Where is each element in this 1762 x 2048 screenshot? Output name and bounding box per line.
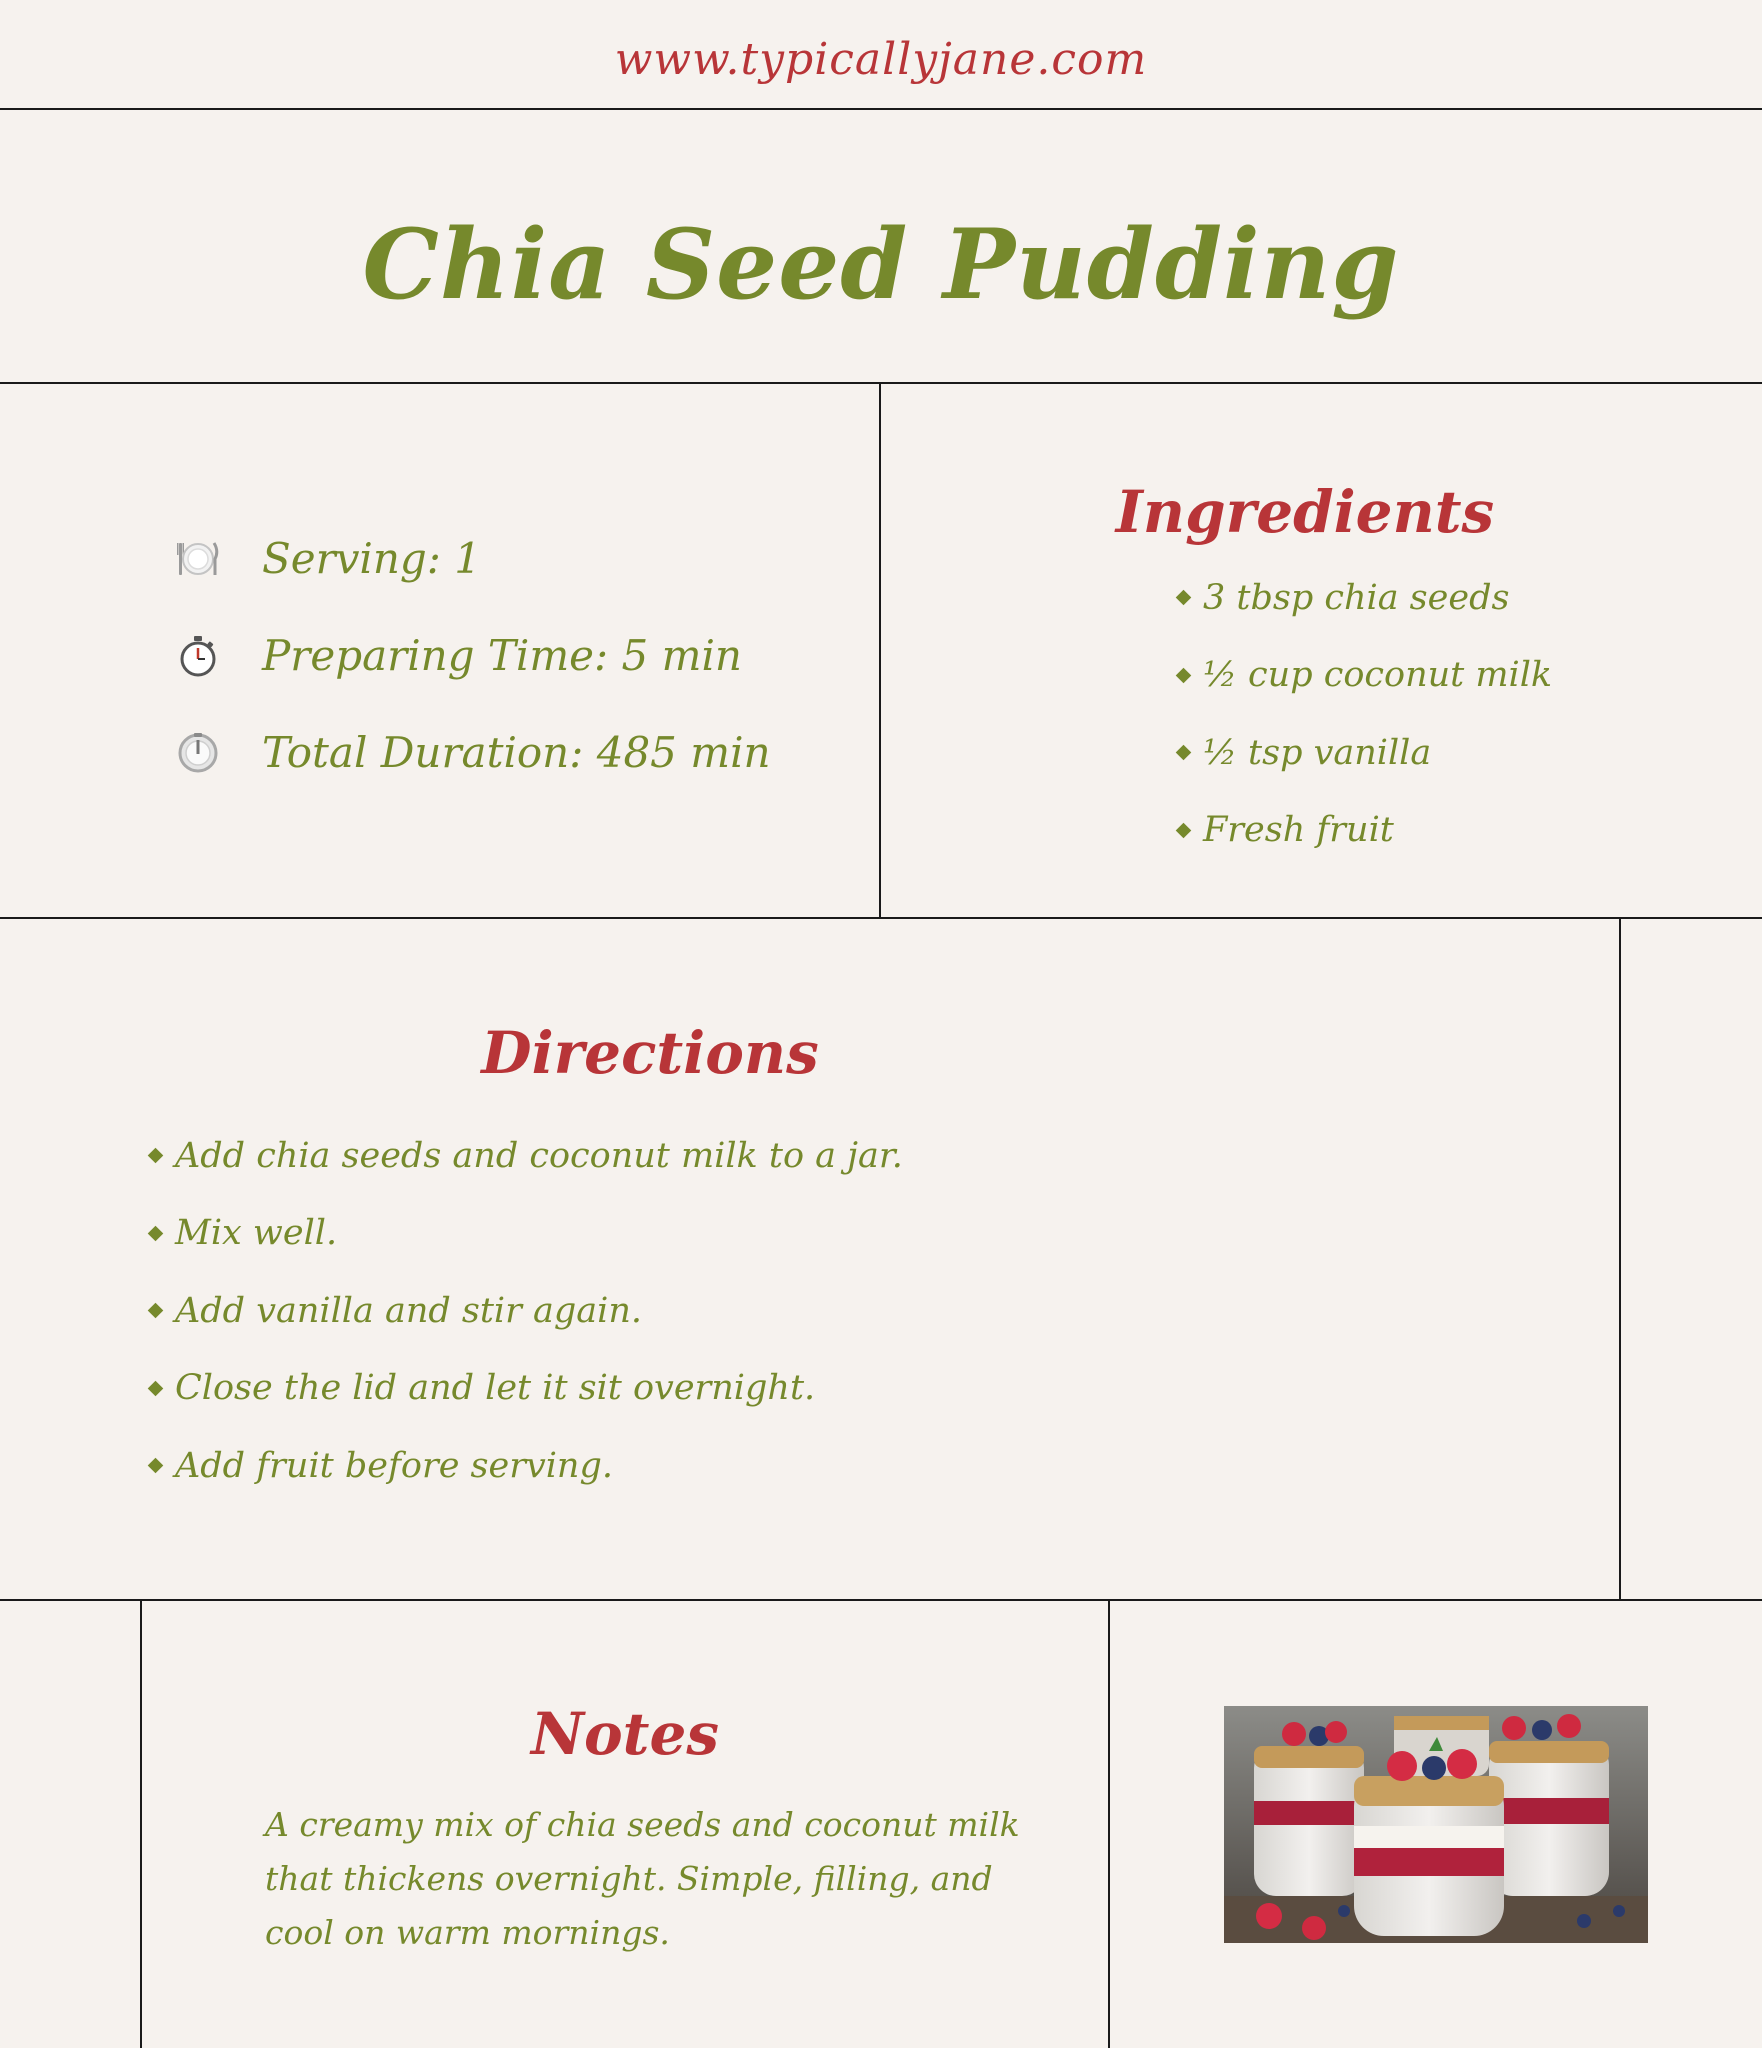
page-title: Chia Seed Pudding [362,208,1400,321]
bullet-icon [1176,590,1192,606]
meta-serving [174,510,771,607]
meta-total-duration-text: Total Duration: 485 min [262,728,771,777]
divider-meta-ingredients [879,382,881,918]
ingredients-heading: Ingredients [1115,478,1495,546]
list-item: Mix well. [150,1195,903,1273]
list-item: 3 tbsp chia seeds [1178,559,1552,637]
divider-directions [0,1599,1762,1601]
meta-prep-time-text: Preparing Time: 5 min [262,631,742,680]
directions-list [150,1117,903,1505]
bullet-icon [148,1225,164,1241]
list-item: ½ tsp vanilla [1178,714,1552,792]
divider-info [0,917,1762,919]
stopwatch-icon [174,632,222,680]
divider-notes-left [140,1599,142,2048]
notes-heading: Notes [530,1700,720,1768]
bullet-icon [148,1303,164,1319]
meta-serving-text: Serving: 1 [262,534,482,583]
bullet-icon [148,1380,164,1396]
list-item: Add chia seeds and coconut milk to a jar. [150,1117,903,1195]
plate-cutlery-icon [174,535,222,583]
bullet-icon [1176,822,1192,838]
list-item: Add vanilla and stir again. [150,1272,903,1350]
timer-icon [174,729,222,777]
bullet-icon [148,1148,164,1164]
divider-title [0,382,1762,384]
bullet-icon [148,1458,164,1474]
divider-header [0,108,1762,110]
recipe-meta [174,510,771,801]
list-item: Add fruit before serving. [150,1427,903,1505]
pudding-photo [1224,1706,1648,1943]
meta-total-duration [174,704,771,801]
meta-prep-time [174,607,771,704]
divider-directions-right [1619,917,1621,1600]
list-item: ½ cup coconut milk [1178,637,1552,715]
list-item: Close the lid and let it sit overnight. [150,1350,903,1428]
divider-notes-right [1108,1599,1110,2048]
bullet-icon [1176,745,1192,761]
site-url[interactable]: www.typicallyjane.com [614,34,1148,85]
ingredients-list [1178,559,1552,869]
notes-text: A creamy mix of chia seeds and coconut milk that thickens overnight. Simple, filling, and cool on warm mornings. [265,1805,1020,1952]
directions-heading: Directions [481,1019,819,1087]
list-item: Fresh fruit [1178,792,1552,870]
bullet-icon [1176,667,1192,683]
